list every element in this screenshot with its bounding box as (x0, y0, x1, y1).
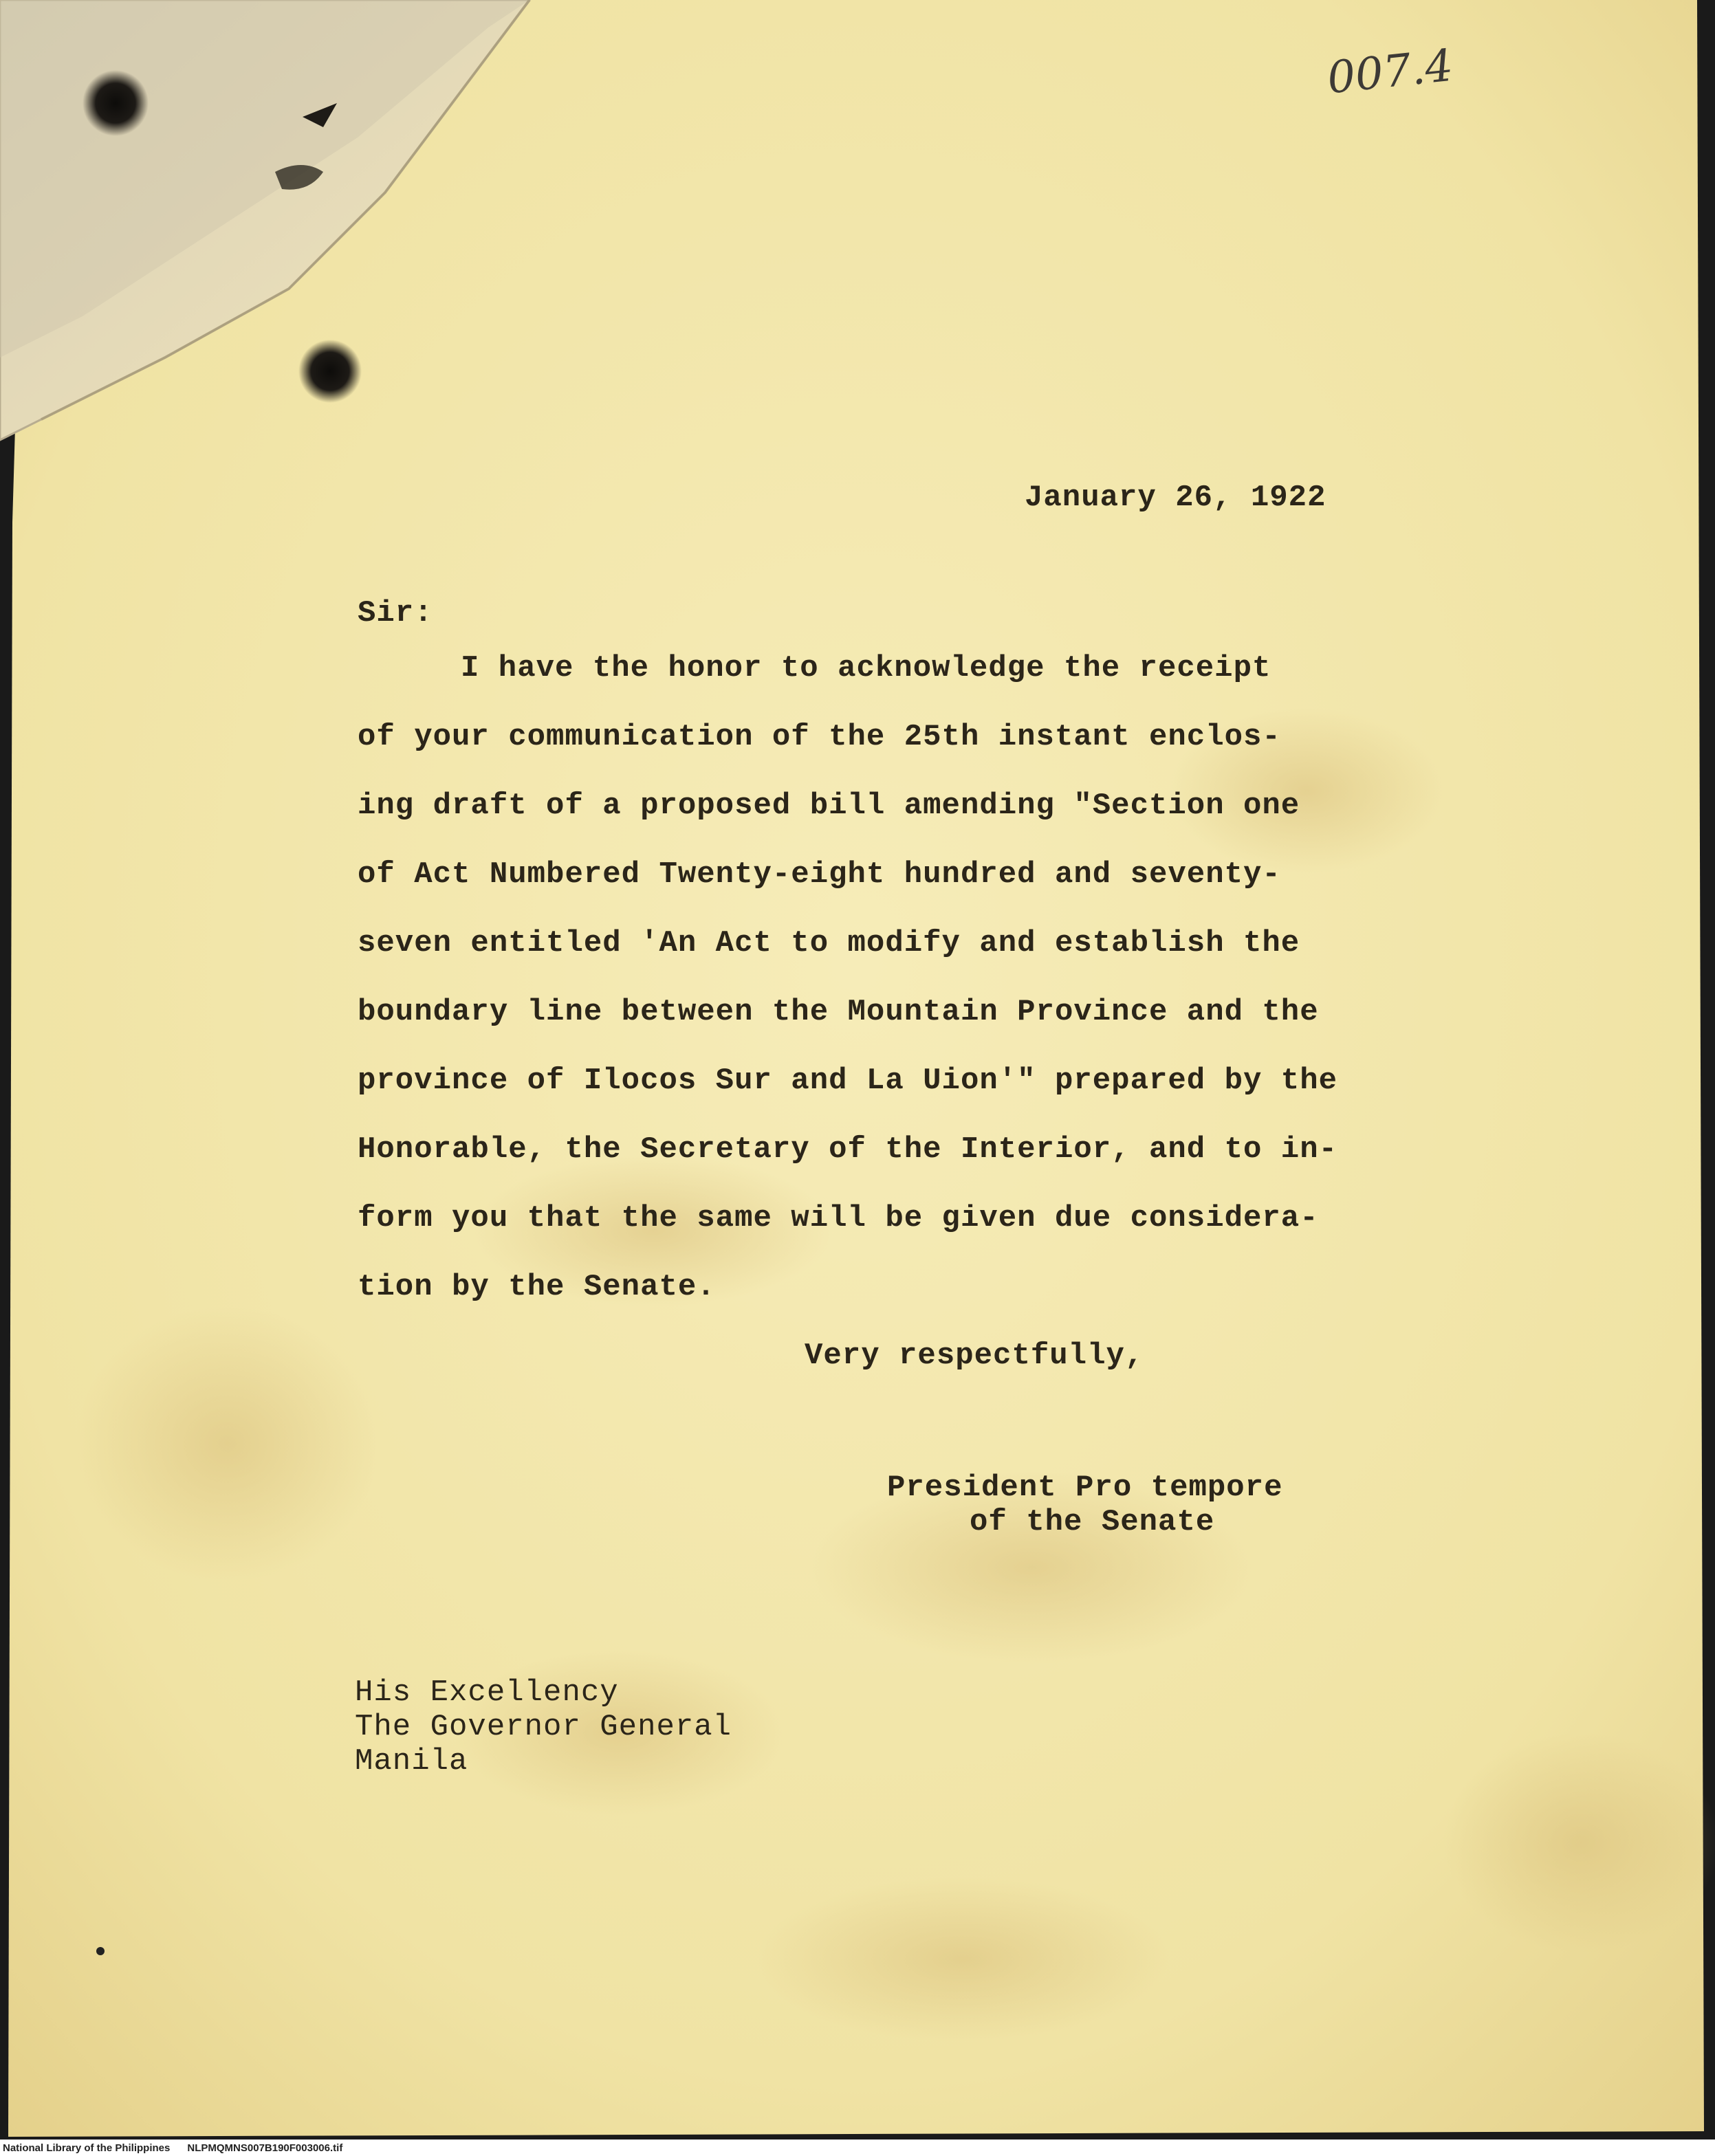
body-line: seven entitled 'An Act to modify and establish the (358, 926, 1300, 960)
footer-filename: NLPMQMNS007B190F003006.tif (187, 2142, 343, 2154)
addressee-line: Manila (355, 1744, 468, 1779)
footer-institution: National Library of the Philippines (3, 2142, 171, 2154)
punch-hole-bottom (298, 340, 362, 403)
scan-footer-text (3, 2142, 342, 2154)
body-line: tion by the Senate. (358, 1270, 716, 1304)
body-line: of Act Numbered Twenty-eight hundred and seventy- (358, 857, 1281, 892)
body-line: province of Ilocos Sur and La Uion'" prepared by the (358, 1064, 1338, 1098)
signature-line: President Pro tempore (887, 1471, 1283, 1505)
punch-hole-top (83, 70, 149, 136)
body-line: form you that the same will be given due considera- (358, 1201, 1319, 1235)
signature-line: of the Senate (970, 1505, 1215, 1539)
body-line: ing draft of a proposed bill amending "Section one (358, 789, 1300, 823)
body-line: boundary line between the Mountain Province and the (358, 995, 1319, 1029)
handwritten-reference-number: 007.4 (1324, 40, 1456, 104)
salutation: Sir: (358, 596, 433, 630)
letter-date: January 26, 1922 (1025, 481, 1326, 515)
body-line: I have the honor to acknowledge the receipt (461, 651, 1271, 685)
addressee-line: His Excellency (355, 1675, 619, 1710)
body-line: of your communication of the 25th instant enclos- (358, 720, 1281, 754)
body-line: Honorable, the Secretary of the Interior, and to in- (358, 1132, 1338, 1167)
closing: Very respectfully, (805, 1339, 1144, 1373)
addressee-line: The Governor General (355, 1710, 732, 1744)
